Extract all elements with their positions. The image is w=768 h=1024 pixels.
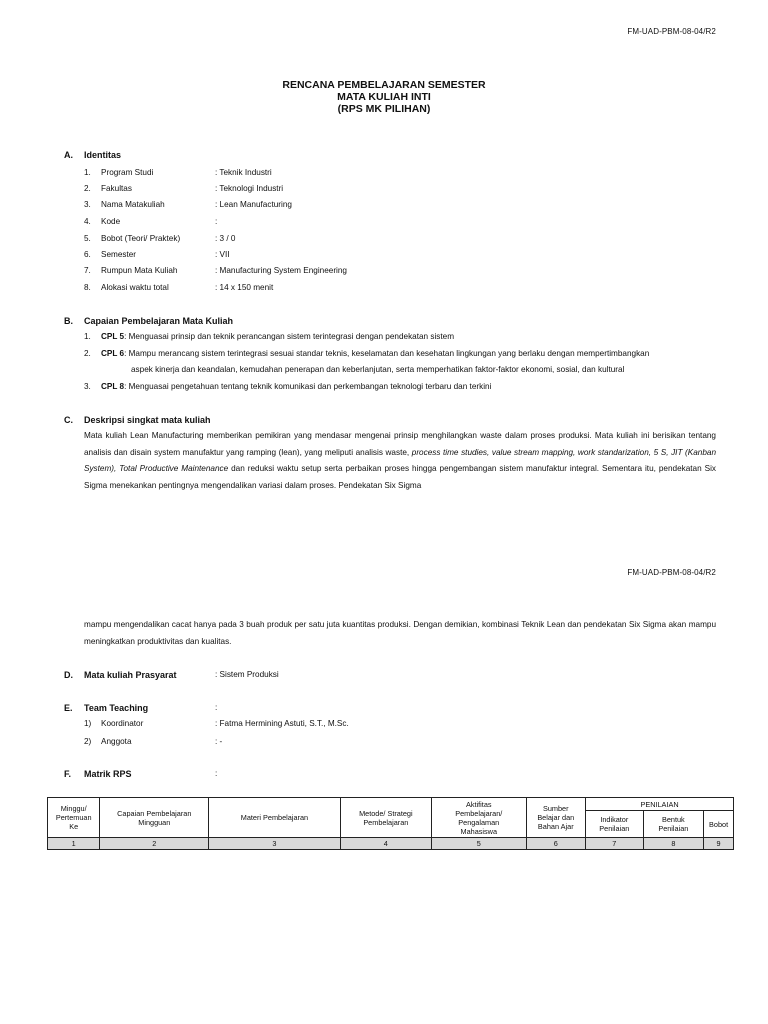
col-number: 9 xyxy=(704,838,734,850)
col-number: 8 xyxy=(643,838,704,850)
identity-row: 3. Nama Matakuliah : Lean Manufacturing xyxy=(84,200,292,209)
section-a-heading: A. Identitas xyxy=(64,150,122,160)
identity-row: 7. Rumpun Mata Kuliah : Manufacturing System Engineering xyxy=(84,266,347,275)
rps-matrix-table xyxy=(47,797,734,850)
col-number: 2 xyxy=(100,838,209,850)
header-bentuk: Bentuk Penilaian xyxy=(643,811,704,838)
header-penilaian: PENILAIAN xyxy=(586,798,734,811)
section-c-heading: C. Deskripsi singkat mata kuliah xyxy=(64,415,211,425)
document-title xyxy=(0,79,768,115)
table-row xyxy=(48,838,734,850)
table-header-row xyxy=(48,798,734,811)
identity-row: 5. Bobot (Teori/ Praktek) : 3 / 0 xyxy=(84,234,236,243)
section-f-heading: F. Matrik RPS xyxy=(64,769,132,779)
team-row: 1) Koordinator : Fatma Hermining Astuti, S.T., M.Sc. xyxy=(84,719,349,728)
identity-row: 2. Fakultas : Teknologi Industri xyxy=(84,184,284,193)
section-b-heading: B. Capaian Pembelajaran Mata Kuliah xyxy=(64,316,234,326)
form-code: FM-UAD-PBM-08-04/R2 xyxy=(627,27,716,36)
cpl-list xyxy=(84,329,724,395)
list-item: 1. CPL 5: Menguasai prinsip dan teknik perancangan sistem terintegrasi dengan pendekatan sistem xyxy=(84,332,455,341)
header-metode: Metode/ Strategi Pembelajaran xyxy=(340,798,431,838)
col-number: 3 xyxy=(209,838,340,850)
form-code-page-2: FM-UAD-PBM-08-04/R2 xyxy=(627,568,716,577)
section-d-heading: D. Mata kuliah Prasyarat xyxy=(64,670,177,680)
section-e-heading: E. Team Teaching xyxy=(64,703,149,713)
header-indikator: Indikator Penilaian xyxy=(586,811,644,838)
team-teaching-value: : xyxy=(215,703,218,712)
list-item: 3. CPL 8: Menguasai pengetahuan tentang teknik komunikasi dan perkembangan teknologi terbaru dan terkini xyxy=(84,381,492,391)
identity-row: 8. Alokasi waktu total : 14 x 150 menit xyxy=(84,283,274,292)
col-number: 4 xyxy=(340,838,431,850)
matrix-value: : xyxy=(215,769,218,778)
list-item: 2. CPL 6: Mampu merancang sistem terintegrasi sesuai standar teknis, keselamatan dan kesehatan lingkungan yang berlaku dengan mempertimbangkan xyxy=(84,348,650,358)
title-line-3: (RPS MK PILIHAN) xyxy=(337,103,431,115)
header-capaian: Capaian Pembelajaran Mingguan xyxy=(100,798,209,838)
title-line-2: MATA KULIAH INTI xyxy=(337,91,431,103)
col-number: 6 xyxy=(526,838,586,850)
col-number: 1 xyxy=(48,838,100,850)
header-sumber: Sumber Belajar dan Bahan Ajar xyxy=(526,798,586,838)
header-materi: Materi Pembelajaran xyxy=(209,798,340,838)
list-item-continuation: aspek kinerja dan keandalan, kemudahan penerapan dan keberlanjutan, serta memperhatikan faktor-faktor ekonomi, sosial, dan kultural xyxy=(131,365,625,375)
prerequisite-value: : Sistem Produksi xyxy=(215,670,279,679)
header-aktifitas: Aktifitas Pembelajaran/ Pengalaman Mahasiswa xyxy=(432,798,526,838)
course-description: Mata kuliah Lean Manufacturing memberikan pemikiran yang mendasar mengenai prinsip menghilangkan waste dalam proses produksi. Mata kuliah ini berisikan tentang analisis dan disain system manufaktur yang ramping (lean), yang meliputi analisis waste, process time studies, value stream mapping, work standarization, 5 S, JIT (Kanban System), Total Productive Maintenance dan reduksi waktu setup serta perbaikan proses hingga pengembangan sistem manufaktur integral. Sementara itu, pendekatan Six Sigma menekankan pentingnya mengendalikan variasi dalam proses. Pendekatan Six Sigma xyxy=(84,431,716,490)
identity-row: 6. Semester : VII xyxy=(84,250,230,259)
team-row: 2) Anggota : - xyxy=(84,737,223,746)
header-bobot: Bobot xyxy=(704,811,734,838)
title-line-1: RENCANA PEMBELAJARAN SEMESTER xyxy=(282,79,486,91)
col-number: 5 xyxy=(432,838,526,850)
course-description-continued: mampu mengendalikan cacat hanya pada 3 buah produk per satu juta kuantitas produksi. Dengan demikian, kombinasi Teknik Lean dan pendekatan Six Sigma akan mampu meningkatkan produktivitas dan kualitas. xyxy=(84,620,716,646)
col-number: 7 xyxy=(586,838,644,850)
identity-row: 4. Kode : xyxy=(84,217,218,226)
header-minggu: Minggu/ Pertemuan Ke xyxy=(48,798,100,838)
identity-row: 1. Program Studi : Teknik Industri xyxy=(84,168,272,177)
